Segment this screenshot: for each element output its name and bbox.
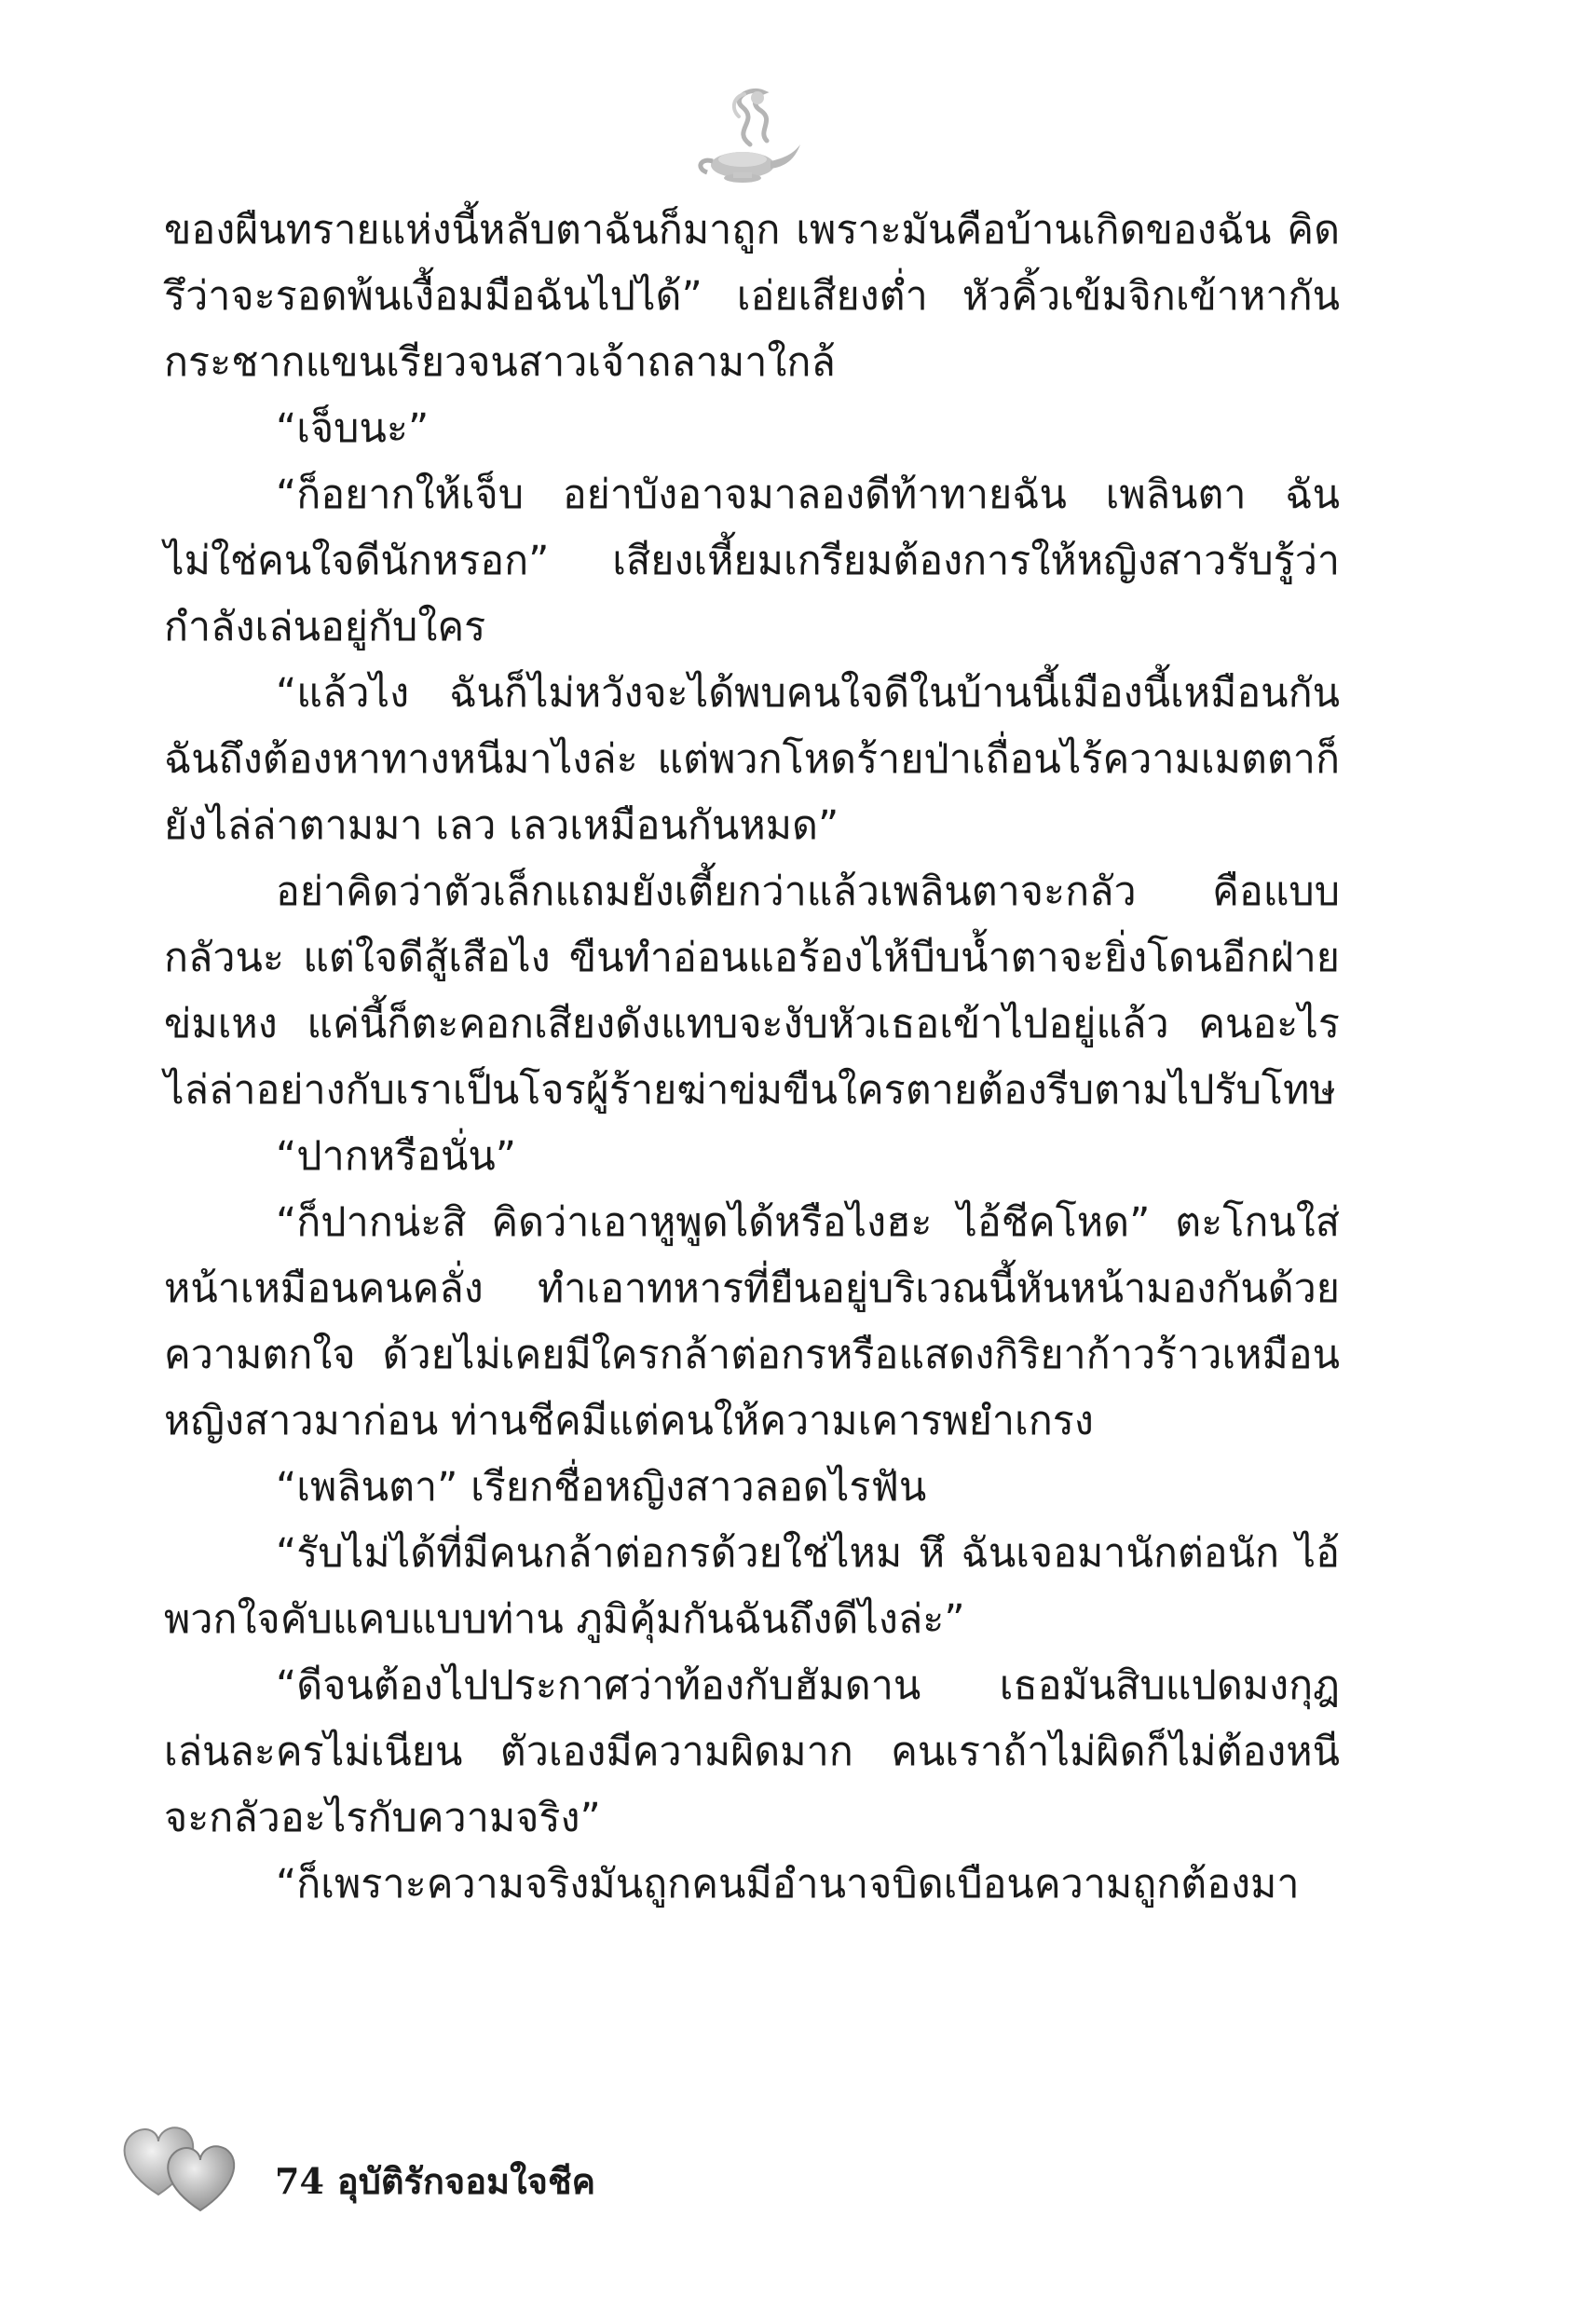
paragraph-4: “แล้วไง ฉันก็ไม่หวังจะได้พบคนใจดีในบ้านนี้เมืองนี้เหมือนกัน ฉันถึงต้องหาทางหนีมาไงล่ะ แต่พวกโหดร้ายป่าเถื่อนไร้ความเมตตาก็ยังไล่ล่าตามมา เลว เลวเหมือนกันหมด” [164,670,1340,849]
hearts-icon [112,2106,261,2218]
genie-lamp-icon [685,79,806,191]
paragraph-9: “รับไม่ได้ที่มีคนกล้าต่อกรด้วยใช่ไหม หึ ฉันเจอมานักต่อนัก ไอ้พวกใจคับแคบแบบท่าน ภูมิคุ้มกันฉันถึงดีไงล่ะ” [164,1530,1340,1643]
page-number: 74 [275,2160,324,2202]
paragraph-1: ของผืนทรายแห่งนี้หลับตาฉันก็มาถูก เพราะมันคือบ้านเกิดของฉัน คิดรึว่าจะรอดพ้นเงื้อมมือฉันไปได้” เอ่ยเสียงต่ำ หัวคิ้วเข้มจิกเข้าหากัน กระชากแขนเรียวจนสาวเจ้าถลามาใกล้ [164,207,1340,386]
paragraph-2: “เจ็บนะ” [276,405,430,452]
paragraph-8: “เพลินตา” เรียกชื่อหญิงสาวลอดไรฟัน [276,1464,927,1511]
body-text [164,198,1340,1918]
paragraph-3: “ก็อยากให้เจ็บ อย่าบังอาจมาลองดีท้าทายฉัน เพลินตา ฉันไม่ใช่คนใจดีนักหรอก” เสียงเหี้ยมเกรียมต้องการให้หญิงสาวรับรู้ว่ากำลังเล่นอยู่กับใคร [164,472,1340,650]
footer-title [275,2153,595,2209]
page-footer [112,2106,950,2246]
paragraph-11: “ก็เพราะความจริงมันถูกคนมีอำนาจบิดเบือนความถูกต้องมา [276,1861,1300,1908]
paragraph-10: “ดีจนต้องไปประกาศว่าท้องกับฮัมดาน เธอมันสิบแปดมงกุฎ เล่นละครไม่เนียน ตัวเองมีความผิดมาก คนเราถ้าไม่ผิดก็ไม่ต้องหนี จะกลัวอะไรกับความจริง” [164,1662,1340,1841]
book-title: อุบัติรักจอมใจชีค [336,2160,596,2202]
paragraph-5: อย่าคิดว่าตัวเล็กแถมยังเตี้ยกว่าแล้วเพลินตาจะกลัว คือแบบกลัวนะ แต่ใจดีสู้เสือไง ขืนทำอ่อนแอร้องไห้บีบน้ำตาจะยิ่งโดนอีกฝ่ายข่มเหง แค่นี้ก็ตะคอกเสียงดังแทบจะงับหัวเธอเข้าไปอยู่แล้ว คนอะไรไล่ล่าอย่างกับเราเป็นโจรผู้ร้ายฆ่าข่มขืนใครตายต้องรีบตามไปรับโทษ [164,868,1340,1114]
paragraph-6: “ปากหรือนั่น” [276,1133,517,1180]
paragraph-7: “ก็ปากน่ะสิ คิดว่าเอาหูพูดได้หรือไงฮะ ไอ้ชีคโหด” ตะโกนใส่หน้าเหมือนคนคลั่ง ทำเอาทหารที่ยืนอยู่บริเวณนี้หันหน้ามองกันด้วยความตกใจ ด้วยไม่เคยมีใครกล้าต่อกรหรือแสดงกิริยาก้าวร้าวเหมือนหญิงสาวมาก่อน ท่านชีคมีแต่คนให้ความเคารพยำเกรง [164,1199,1340,1444]
